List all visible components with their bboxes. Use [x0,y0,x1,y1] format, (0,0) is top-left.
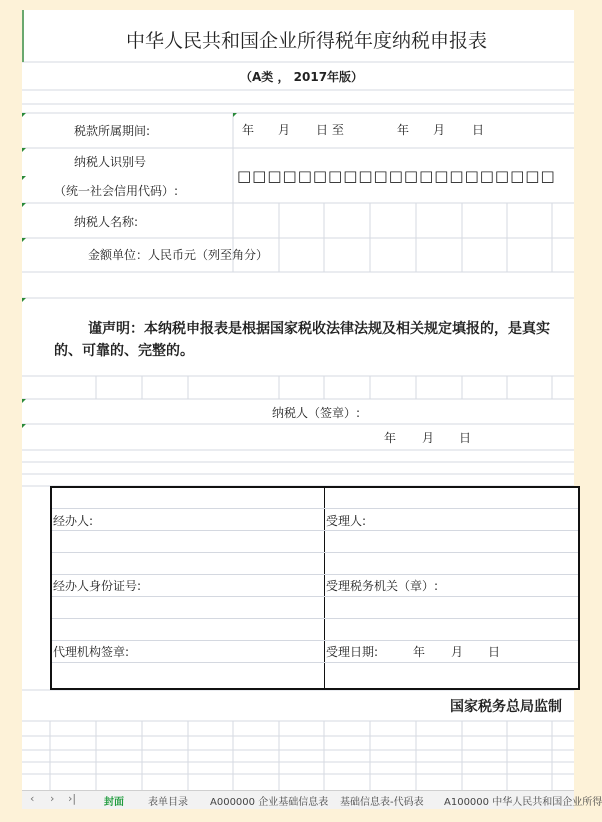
comment-marker [22,203,26,207]
row-line [52,618,578,619]
accept-year[interactable]: 年 [413,645,426,659]
row-line [52,508,578,509]
period-day-to[interactable]: 日 至 [316,123,344,137]
taxpayer-signature-label: 纳税人（签章）: [272,406,361,420]
spreadsheet-sheet[interactable] [22,10,574,790]
sheet-tab-bar [22,790,602,809]
accept-day[interactable]: 日 [488,645,501,659]
row-line [52,552,578,553]
tax-office-label: 受理税务机关（章）: [326,579,439,593]
comment-marker [22,238,26,242]
issuer-footer: 国家税务总局监制 [450,699,562,715]
tab-nav-next-icon[interactable]: › [50,792,55,805]
period-day-2[interactable]: 日 [472,123,485,137]
comment-marker [22,298,26,302]
taxpayer-id-label: 纳税人识别号 [74,155,147,169]
amount-unit-label: 金额单位：人民币元（列至角分） [88,248,269,262]
tab-cover[interactable]: 封面 [104,797,124,808]
row-line [52,574,578,575]
period-month-1[interactable]: 月 [278,123,291,137]
acceptance-divider [324,488,325,688]
signature-year[interactable]: 年 [384,431,397,445]
row-line [52,640,578,641]
form-subtitle: （A类 ， 2017年版） [240,70,364,84]
acceptor-label: 受理人: [326,514,367,528]
accept-month[interactable]: 月 [451,645,464,659]
tab-basic-info-codes[interactable]: 基础信息表-代码表 [340,797,424,808]
tab-nav-last-icon[interactable]: ›| [68,792,77,805]
comment-marker [233,113,237,117]
period-year-2[interactable]: 年 [397,123,410,137]
comment-marker [22,113,26,117]
taxpayer-id-boxes[interactable]: □□□□□□□□□□□□□□□□□□□□□ [237,167,556,185]
handler-id-label: 经办人身份证号: [53,579,142,593]
form-title: 中华人民共和国企业所得税年度纳税申报表 [126,30,488,52]
period-month-2[interactable]: 月 [433,123,446,137]
tax-period-label: 税款所属期间: [74,124,151,138]
accept-date-label: 受理日期: [326,645,379,659]
agency-seal-label: 代理机构签章: [53,645,130,659]
row-line [52,662,578,663]
tab-a000000[interactable]: A000000 企业基础信息表 [210,797,329,808]
period-year-1[interactable]: 年 [242,123,255,137]
row-line [52,596,578,597]
declaration-text: 谨声明：本纳税申报表是根据国家税收法律法规及相关规定填报的，是真实的、可靠的、完整的。 [54,321,550,359]
tab-a100000[interactable]: A100000 中华人民共和国企业所得 [444,797,602,808]
comment-marker [22,148,26,152]
comment-marker [22,424,26,428]
credit-code-label: （统一社会信用代码）: [54,184,179,198]
signature-day[interactable]: 日 [459,431,472,445]
comment-marker [22,176,26,180]
signature-month[interactable]: 月 [422,431,435,445]
taxpayer-name-label: 纳税人名称: [74,215,139,229]
comment-marker [22,399,26,403]
tab-form-index[interactable]: 表单目录 [148,797,188,808]
handler-label: 经办人: [53,514,94,528]
row-line [52,530,578,531]
tab-nav-first-icon[interactable]: ‹ [30,792,35,805]
